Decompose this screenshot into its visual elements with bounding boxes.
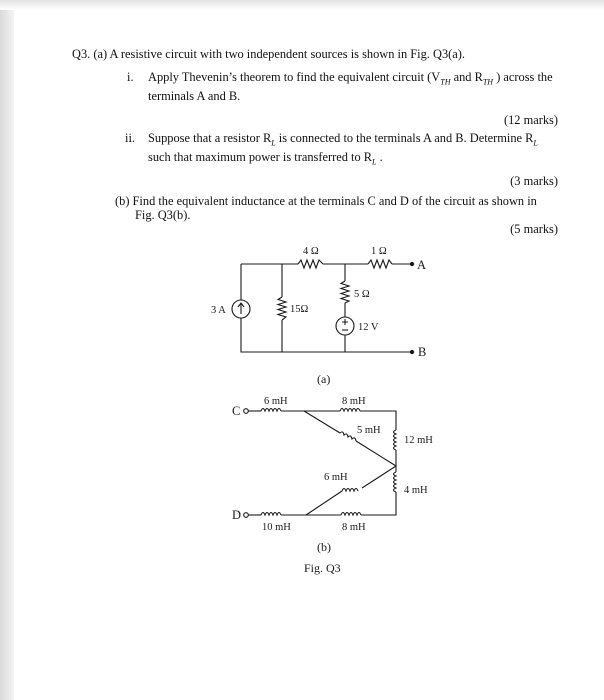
label-terminal-c: C [232, 404, 241, 418]
part-i-line-2: terminals A and B. [148, 89, 241, 103]
plus-sign [342, 319, 348, 325]
part-ii-text-b: is connected to the terminals A and B. Determine R [275, 131, 534, 145]
q3a-intro: Q3. (a) A resistive circuit with two independent sources is shown in Fig. Q3(a). [72, 47, 465, 61]
label-10mh: 10 mH [262, 522, 291, 533]
terminal-a-node [410, 262, 413, 265]
label-12mh: 12 mH [404, 435, 433, 446]
part-ii-text-c: such that maximum power is transferred to R [148, 150, 373, 164]
terminal-d-node [244, 513, 249, 518]
resistor-4ohm [298, 260, 323, 268]
terminal-b-node [410, 350, 413, 353]
inductor-8mh-top [340, 409, 360, 412]
label-6mh-middle: 6 mH [324, 472, 348, 483]
inductor-5mh [340, 432, 356, 441]
part-ii-text-d: . [376, 150, 383, 164]
part-i-number: i. [127, 70, 134, 84]
figure-caption: Fig. Q3 [304, 561, 341, 575]
circuit-a [232, 260, 414, 354]
part-b-line-1: (b) Find the equivalent inductance at the terminals C and D of the circuit as shown in [115, 194, 537, 208]
terminal-c-node [244, 409, 249, 414]
label-3a: 3 A [211, 305, 226, 316]
label-4ohm: 4 Ω [303, 246, 319, 257]
inductor-4mh [394, 472, 397, 492]
label-12v: 12 V [358, 322, 379, 333]
rl-subscript-1: L [271, 138, 276, 148]
label-8mh-bottom: 8 mH [342, 522, 366, 533]
label-terminal-a: A [417, 258, 427, 272]
part-i-text-b: and R [450, 70, 483, 84]
inductor-8mh-bottom [341, 513, 361, 516]
rth-subscript: TH [482, 77, 494, 87]
rl-subscript-2: L [533, 138, 538, 148]
vth-subscript: TH [440, 77, 451, 87]
inductor-6mh-top-left [261, 409, 281, 412]
label-5ohm: 5 Ω [354, 289, 370, 300]
label-5mh: 5 mH [357, 425, 381, 436]
caption-b: (b) [317, 540, 331, 554]
wire-diag-2 [356, 441, 396, 466]
label-15ohm: 15Ω [290, 304, 309, 315]
inductor-10mh [261, 513, 281, 516]
part-i-text-a: Apply Thevenin’s theorem to find the equivalent circuit (V [148, 70, 441, 84]
part-i-marks: (12 marks) [503, 113, 558, 127]
wire-mid-diag-1 [362, 466, 396, 488]
inductor-6mh-middle [342, 489, 358, 492]
label-8mh-top: 8 mH [342, 396, 366, 407]
label-4mh: 4 mH [404, 485, 428, 496]
part-b-marks: (5 marks) [510, 222, 558, 236]
wire-diag-1 [304, 411, 340, 433]
label-1ohm: 1 Ω [371, 246, 387, 257]
part-b-line-2: Fig. Q3(b). [135, 208, 191, 222]
part-i-text-c: ) across the [493, 70, 553, 84]
part-ii-marks: (3 marks) [510, 174, 558, 188]
inductor-12mh [394, 430, 397, 450]
part-ii-number: ii. [125, 131, 135, 145]
wire-bottom [241, 318, 412, 352]
wire-mid-diag-2 [306, 491, 342, 515]
rl-subscript-3: L [372, 157, 377, 167]
label-6mh-top-left: 6 mH [264, 396, 288, 407]
resistor-1ohm [368, 260, 392, 268]
label-terminal-b: B [418, 345, 427, 359]
resistor-15ohm [278, 297, 286, 320]
caption-a: (a) [317, 372, 331, 386]
wire-right-bottom [361, 492, 396, 515]
label-terminal-d: D [232, 508, 242, 522]
resistor-5ohm [341, 281, 349, 303]
part-ii-text-a: Suppose that a resistor R [148, 131, 272, 145]
